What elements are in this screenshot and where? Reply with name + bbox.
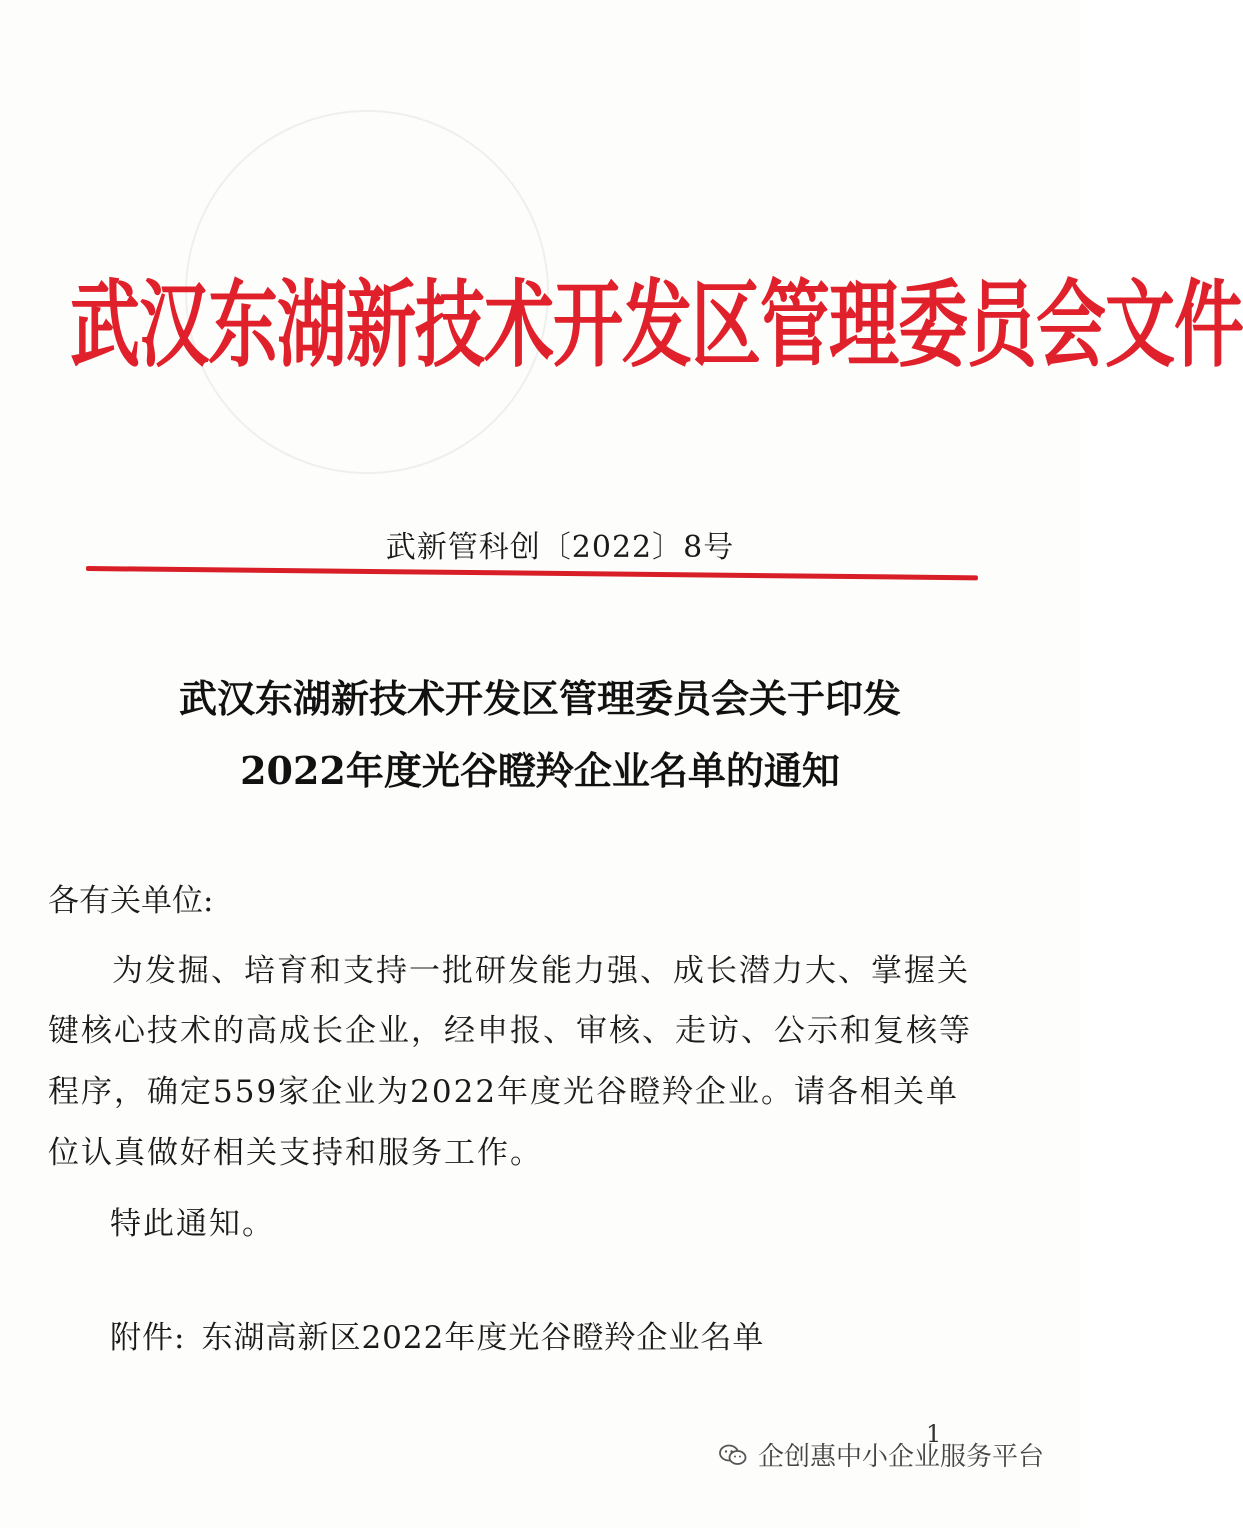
notice-title-line-2: 2022年度光谷瞪羚企业名单的通知 [240,748,840,793]
wechat-icon [718,1443,748,1467]
attachment-title: 东湖高新区2022年度光谷瞪羚企业名单 [201,1320,765,1356]
paragraph-line: 为发掘、培育和支持一批研发能力强、成长潜力大、掌握关 [112,953,970,989]
watermark-text: 企创惠中小企业服务平台 [757,1442,1044,1472]
paragraph-line: 程序，确定559家企业为2022年度光谷瞪羚企业。请各相关单 [48,1074,960,1110]
attachment-label: 附件: [110,1320,186,1356]
watermark [718,1436,1044,1473]
page-number: 1 [926,1420,942,1448]
document-headline: 武汉东湖新技术开发区管理委员会文件 [70,268,1243,381]
paragraph-line: 键核心技术的高成长企业，经申报、审核、走访、公示和复核等 [48,1013,972,1049]
attachment-line [110,1312,764,1357]
paragraph-line: 位认真做好相关支持和服务工作。 [48,1135,543,1171]
red-separator-rule [86,566,978,580]
document-number: 武新管科创〔2022〕8号 [385,530,735,565]
addressee: 各有关单位: [48,883,214,919]
closing-line: 特此通知。 [110,1206,275,1242]
notice-title-line-1: 武汉东湖新技术开发区管理委员会关于印发 [178,676,901,721]
